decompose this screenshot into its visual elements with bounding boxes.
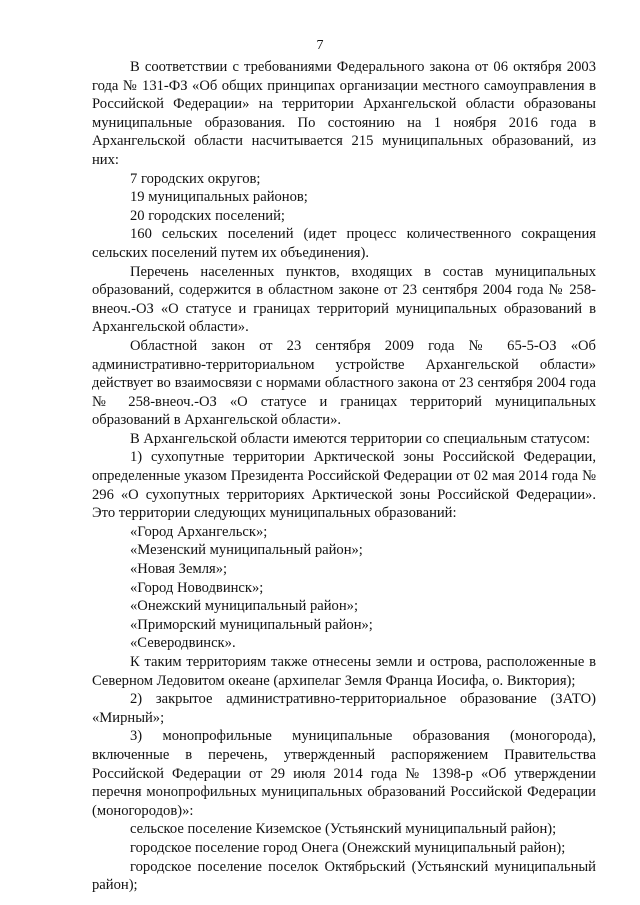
list-item: 20 городских поселений; [130, 207, 285, 224]
list-item: «Город Новодвинск»; [130, 579, 264, 596]
document-body [92, 58, 596, 895]
paragraph: В соответствии с требованиями Федерального закона от 06 октября 2003 года № 131-ФЗ «Об общих принципах организации местного самоуправления в Российской Федерации» на территории Архангельской области образованы муниципальные образования. По состоянию на 1 ноября 2016 года в Архангельской области насчитывается 215 муниципальных образований, из них: [92, 59, 596, 168]
list-item: сельское поселение Киземское (Устьянский муниципальный район); [130, 821, 557, 838]
paragraph: В Архангельской области имеются территории со специальным статусом: [130, 430, 591, 447]
paragraph: городское поселение поселок Октябрьский (Устьянский муниципальный район); [92, 858, 596, 894]
list-item: городское поселение город Онега (Онежский муниципальный район); [130, 839, 566, 856]
paragraph: К таким территориям также отнесены земли и острова, расположенные в Северном Ледовитом океане (архипелаг Земля Франца Иосифа, о. Виктория); [92, 654, 596, 689]
list-item: 19 муниципальных районов; [130, 189, 308, 206]
list-item: «Северодвинск». [130, 635, 236, 652]
list-item: 7 городских округов; [130, 170, 261, 187]
paragraph: Перечень населенных пунктов, входящих в состав муниципальных образований, содержится в областном законе от 23 сентября 2004 года № 258-внеоч.-ОЗ «О статусе и границах территорий муниципальных образований в Архангельской области». [92, 263, 596, 336]
list-item: «Мезенский муниципальный район»; [130, 542, 363, 559]
paragraph: 2) закрытое административно-территориальное образование (ЗАТО) «Мирный»; [92, 691, 596, 726]
paragraph: 1) сухопутные территории Арктической зоны Российской Федерации, определенные указом Президента Российской Федерации от 02 мая 2014 года № 296 «О сухопутных территориях Арктической зоны Российской Федерации». Это территории следующих муниципальных образований: [92, 449, 596, 522]
page-number: 7 [316, 38, 324, 53]
list-item: «Приморский муниципальный район»; [130, 616, 373, 633]
paragraph: Областной закон от 23 сентября 2009 года № 65-5-ОЗ «Об административно-территориальном устройстве Архангельской области» действует во взаимосвязи с нормами областного закона от 23 сентября 2004 года № 258-внеоч.-ОЗ «О статусе и границах территорий муниципальных образований в Архангельской области». [92, 337, 596, 429]
paragraph: 160 сельских поселений (идет процесс количественного сокращения сельских поселений путем их объединения). [92, 226, 596, 261]
list-item: «Онежский муниципальный район»; [130, 598, 359, 615]
list-item: «Город Архангельск»; [130, 523, 268, 540]
paragraph: 3) монопрофильные муниципальные образования (моногорода), включенные в перечень, утвержденный распоряжением Правительства Российской Федерации от 29 июля 2014 года № 1398-р «Об утверждении перечня монопрофильных муниципальных образований Российской Федерации (моногородов)»: [92, 728, 596, 819]
list-item: «Новая Земля»; [130, 561, 228, 578]
